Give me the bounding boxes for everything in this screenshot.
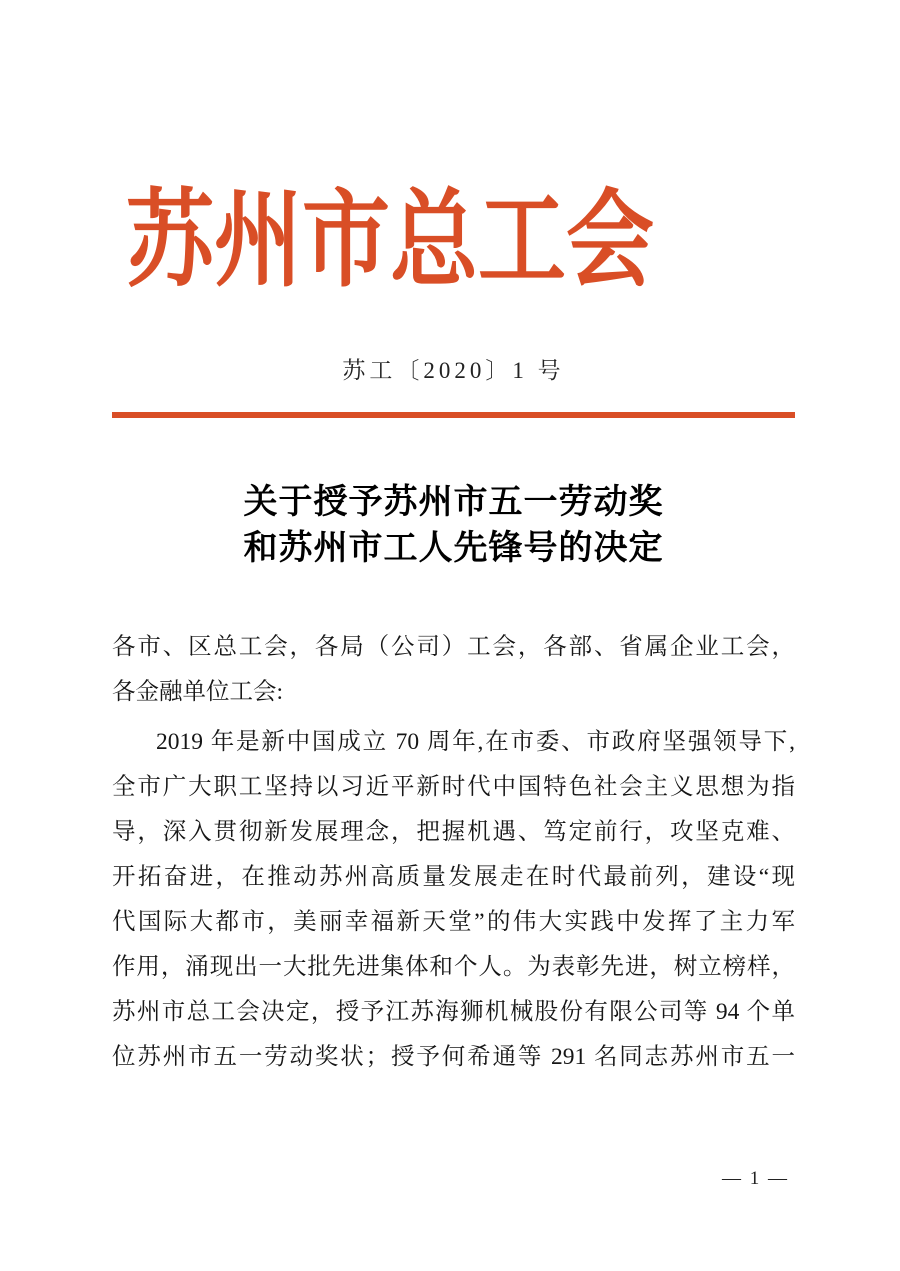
body-text-line: 导，深入贯彻新发展理念，把握机遇、笃定前行，攻坚克难、	[112, 819, 795, 845]
document-number: 苏工〔2020〕1 号	[342, 358, 565, 383]
body-text-line: 苏州市总工会决定，授予江苏海狮机械股份有限公司等 94 个单	[112, 999, 795, 1025]
red-divider-line	[112, 412, 795, 418]
body-text-line: 全市广大职工坚持以习近平新时代中国特色社会主义思想为指	[112, 774, 795, 800]
body-text-line: 代国际大都市，美丽幸福新天堂”的伟大实践中发挥了主力军	[112, 909, 795, 935]
document-title-line-1: 关于授予苏州市五一劳动奖	[243, 484, 664, 521]
body-text-line: 作用，涌现出一大批先进集体和个人。为表彰先进，树立榜样，	[112, 954, 795, 980]
document-title	[112, 480, 795, 572]
body-text-line: 位苏州市五一劳动奖状；授予何希通等 291 名同志苏州市五一	[112, 1044, 795, 1070]
body-text-line: 开拓奋进，在推动苏州高质量发展走在时代最前列，建设“现	[112, 864, 795, 890]
body-text-line: 2019 年是新中国成立 70 周年,在市委、市政府坚强领导下,	[156, 729, 795, 755]
document-title-line-2: 和苏州市工人先锋号的决定	[243, 530, 664, 567]
body-text-line: 各市、区总工会，各局（公司）工会，各部、省属企业工会，	[112, 634, 795, 660]
letterhead-org-title: 苏州市总工会	[126, 184, 655, 301]
page-number: — 1 —	[722, 1168, 789, 1189]
body-text-line: 各金融单位工会:	[112, 679, 284, 705]
document-body	[112, 625, 795, 1080]
